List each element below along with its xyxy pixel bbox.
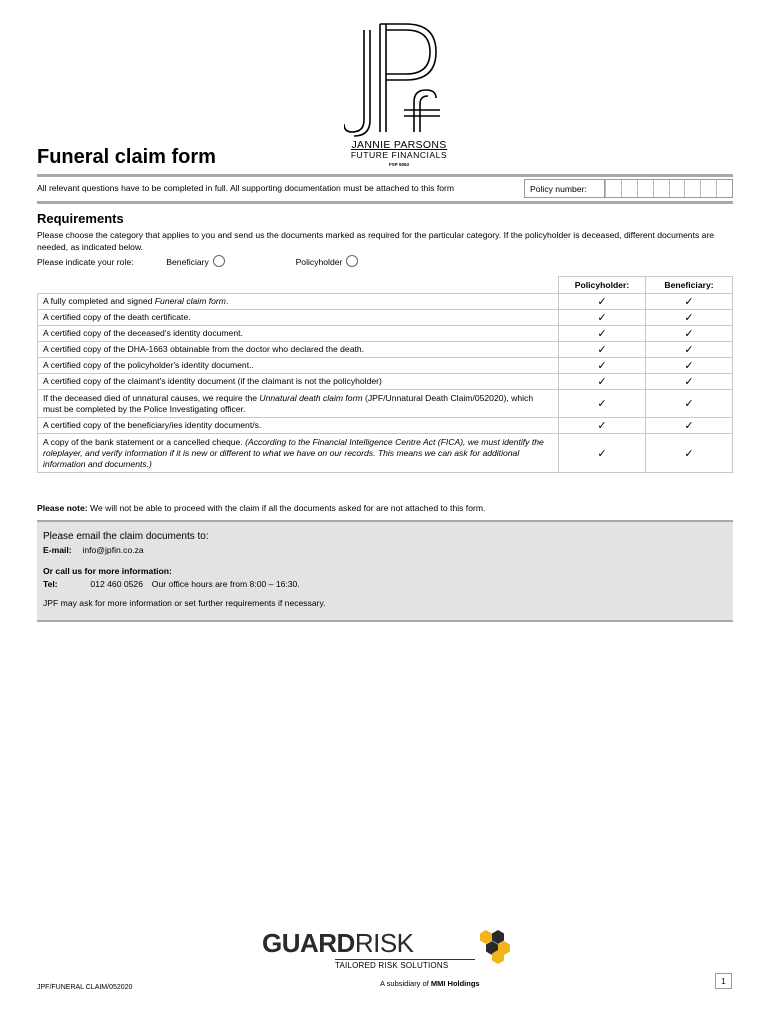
note-text: We will not be able to proceed with the claim if all the documents asked for are not attached to this form. xyxy=(87,503,486,513)
requirement-text-after: . xyxy=(225,296,229,306)
form-title: Funeral claim form xyxy=(37,146,216,168)
table-row xyxy=(38,310,733,326)
document-requirement xyxy=(38,418,559,434)
call-heading xyxy=(43,566,172,576)
policy-digit-cell[interactable] xyxy=(637,180,653,197)
tick-beneficiary: ✓ xyxy=(646,374,733,390)
table-header-blank xyxy=(38,277,559,294)
footer-form-code: JPF/FUNERAL CLAIM/052020 xyxy=(37,984,133,991)
column-header-beneficiary: Beneficiary: xyxy=(646,277,733,294)
tick-policyholder: ✓ xyxy=(559,342,646,358)
subsidiary-text: A subsidiary of xyxy=(380,979,431,988)
tick-beneficiary: ✓ xyxy=(646,294,733,310)
logo-company-sub: FUTURE FINANCIALS xyxy=(350,150,448,160)
table-row xyxy=(38,434,733,473)
policy-digit-cell[interactable] xyxy=(669,180,685,197)
requirement-text-after: (JPF/Unnatural Death Claim/052020), which must be completed by the Police Investigating officer. xyxy=(43,392,534,414)
email-heading: Please email the claim documents to: xyxy=(43,531,209,542)
tick-beneficiary: ✓ xyxy=(646,358,733,374)
tick-beneficiary: ✓ xyxy=(646,326,733,342)
call-heading-text: Or call us for more information: xyxy=(43,566,172,576)
contact-panel xyxy=(37,520,733,622)
tick-policyholder: ✓ xyxy=(559,390,646,418)
table-row xyxy=(38,390,733,418)
requirements-heading: Requirements xyxy=(37,211,124,226)
tick-beneficiary: ✓ xyxy=(646,418,733,434)
requirement-text: If the deceased died of unnatural causes, we require the xyxy=(43,392,260,403)
policy-digit-cell[interactable] xyxy=(700,180,716,197)
jpf-monogram-icon xyxy=(344,20,454,138)
intro-text: All relevant questions have to be completed in full. All supporting documentation must be attached to this form xyxy=(37,183,455,193)
guardrisk-tagline: TAILORED RISK SOLUTIONS xyxy=(335,959,475,970)
document-requirement xyxy=(38,390,559,418)
requirement-text: A certified copy of the death certificate. xyxy=(43,312,191,322)
role-beneficiary-label: Beneficiary xyxy=(166,257,209,267)
column-header-policyholder: Policyholder: xyxy=(559,277,646,294)
requirement-text: A certified copy of the beneficiary/ies identity document/s. xyxy=(43,420,262,430)
policy-digit-cell[interactable] xyxy=(605,180,621,197)
logo-company-name: JANNIE PARSONS xyxy=(351,139,447,151)
parent-company: MMI Holdings xyxy=(430,979,480,988)
policy-number-field[interactable] xyxy=(524,179,733,198)
table-row xyxy=(38,374,733,390)
role-policyholder-radio[interactable] xyxy=(346,255,358,267)
tel-number[interactable]: 012 460 0526 xyxy=(90,579,143,589)
policy-number-label: Policy number: xyxy=(525,180,605,197)
email-row xyxy=(43,545,144,555)
tick-beneficiary: ✓ xyxy=(646,390,733,418)
document-requirement xyxy=(38,358,559,374)
documents-table xyxy=(37,276,733,473)
requirement-emphasis: Funeral claim form xyxy=(154,296,226,306)
requirement-emphasis: Unnatural death claim form xyxy=(259,392,363,403)
tick-policyholder: ✓ xyxy=(559,310,646,326)
guardrisk-subsidiary xyxy=(380,979,480,988)
guardrisk-logo xyxy=(262,928,518,992)
table-row xyxy=(38,358,733,374)
page-number: 1 xyxy=(715,973,732,989)
role-policyholder-label: Policyholder xyxy=(295,257,343,267)
requirement-emphasis: (According to the Financial Intelligence Centre Act (FICA), we must identify the roleplayer, and verify information if it is new or different to what we have on our records. This means we can ask for additional information and documents.) xyxy=(43,436,544,469)
honeycomb-icon xyxy=(476,928,516,964)
guardrisk-word-b: RISK xyxy=(354,928,414,958)
guardrisk-wordmark xyxy=(262,928,414,959)
requirement-text: A certified copy of the deceased's identity document. xyxy=(43,328,243,338)
logo-fsp: FSP 5053 xyxy=(389,162,409,167)
contact-footnote: JPF may ask for more information or set further requirements if necessary. xyxy=(43,598,326,608)
tick-beneficiary: ✓ xyxy=(646,342,733,358)
requirement-text: A certified copy of the DHA-1663 obtainable from the doctor who declared the death. xyxy=(43,344,365,354)
office-hours: Our office hours are from 8:00 – 16:30. xyxy=(151,579,300,589)
document-requirement xyxy=(38,294,559,310)
email-label: E-mail: xyxy=(43,545,72,555)
tick-policyholder: ✓ xyxy=(559,294,646,310)
document-requirement xyxy=(38,326,559,342)
table-row xyxy=(38,342,733,358)
document-requirement xyxy=(38,310,559,326)
table-row xyxy=(38,418,733,434)
tick-policyholder: ✓ xyxy=(559,418,646,434)
title-divider xyxy=(37,174,733,177)
document-requirement xyxy=(38,342,559,358)
jpf-logo xyxy=(344,20,454,170)
policy-digit-cell[interactable] xyxy=(684,180,700,197)
tel-label: Tel: xyxy=(43,579,58,589)
note-label: Please note: xyxy=(37,503,88,513)
table-row xyxy=(38,326,733,342)
requirement-text: A certified copy of the policyholder's identity document.. xyxy=(43,360,254,370)
requirement-text: A copy of the bank statement or a cancelled cheque. xyxy=(43,436,246,447)
role-beneficiary-radio[interactable] xyxy=(213,255,225,267)
email-address[interactable]: info@jpfin.co.za xyxy=(82,545,144,555)
requirement-text: A fully completed and signed xyxy=(43,296,155,306)
tick-policyholder: ✓ xyxy=(559,358,646,374)
role-prompt: Please indicate your role: xyxy=(37,257,134,267)
tick-beneficiary: ✓ xyxy=(646,310,733,326)
tel-row xyxy=(43,579,300,589)
tick-policyholder: ✓ xyxy=(559,326,646,342)
policy-digit-cell[interactable] xyxy=(653,180,669,197)
requirement-text: A certified copy of the claimant's identity document (if the claimant is not the policyholder) xyxy=(43,376,382,386)
guardrisk-word-a: GUARD xyxy=(262,928,355,958)
tick-policyholder: ✓ xyxy=(559,374,646,390)
tick-policyholder: ✓ xyxy=(559,434,646,473)
policy-digit-cell[interactable] xyxy=(716,180,732,197)
table-row xyxy=(38,294,733,310)
tick-beneficiary: ✓ xyxy=(646,434,733,473)
document-requirement xyxy=(38,374,559,390)
role-selector xyxy=(37,255,358,267)
requirements-description: Please choose the category that applies to you and send us the documents marked as required for the particular category. If the policyholder is deceased, different documents are needed, as indicated below. xyxy=(37,230,715,252)
policy-digit-cell[interactable] xyxy=(621,180,637,197)
please-note xyxy=(37,503,485,513)
intro-divider xyxy=(37,201,733,204)
document-requirement xyxy=(38,434,559,473)
